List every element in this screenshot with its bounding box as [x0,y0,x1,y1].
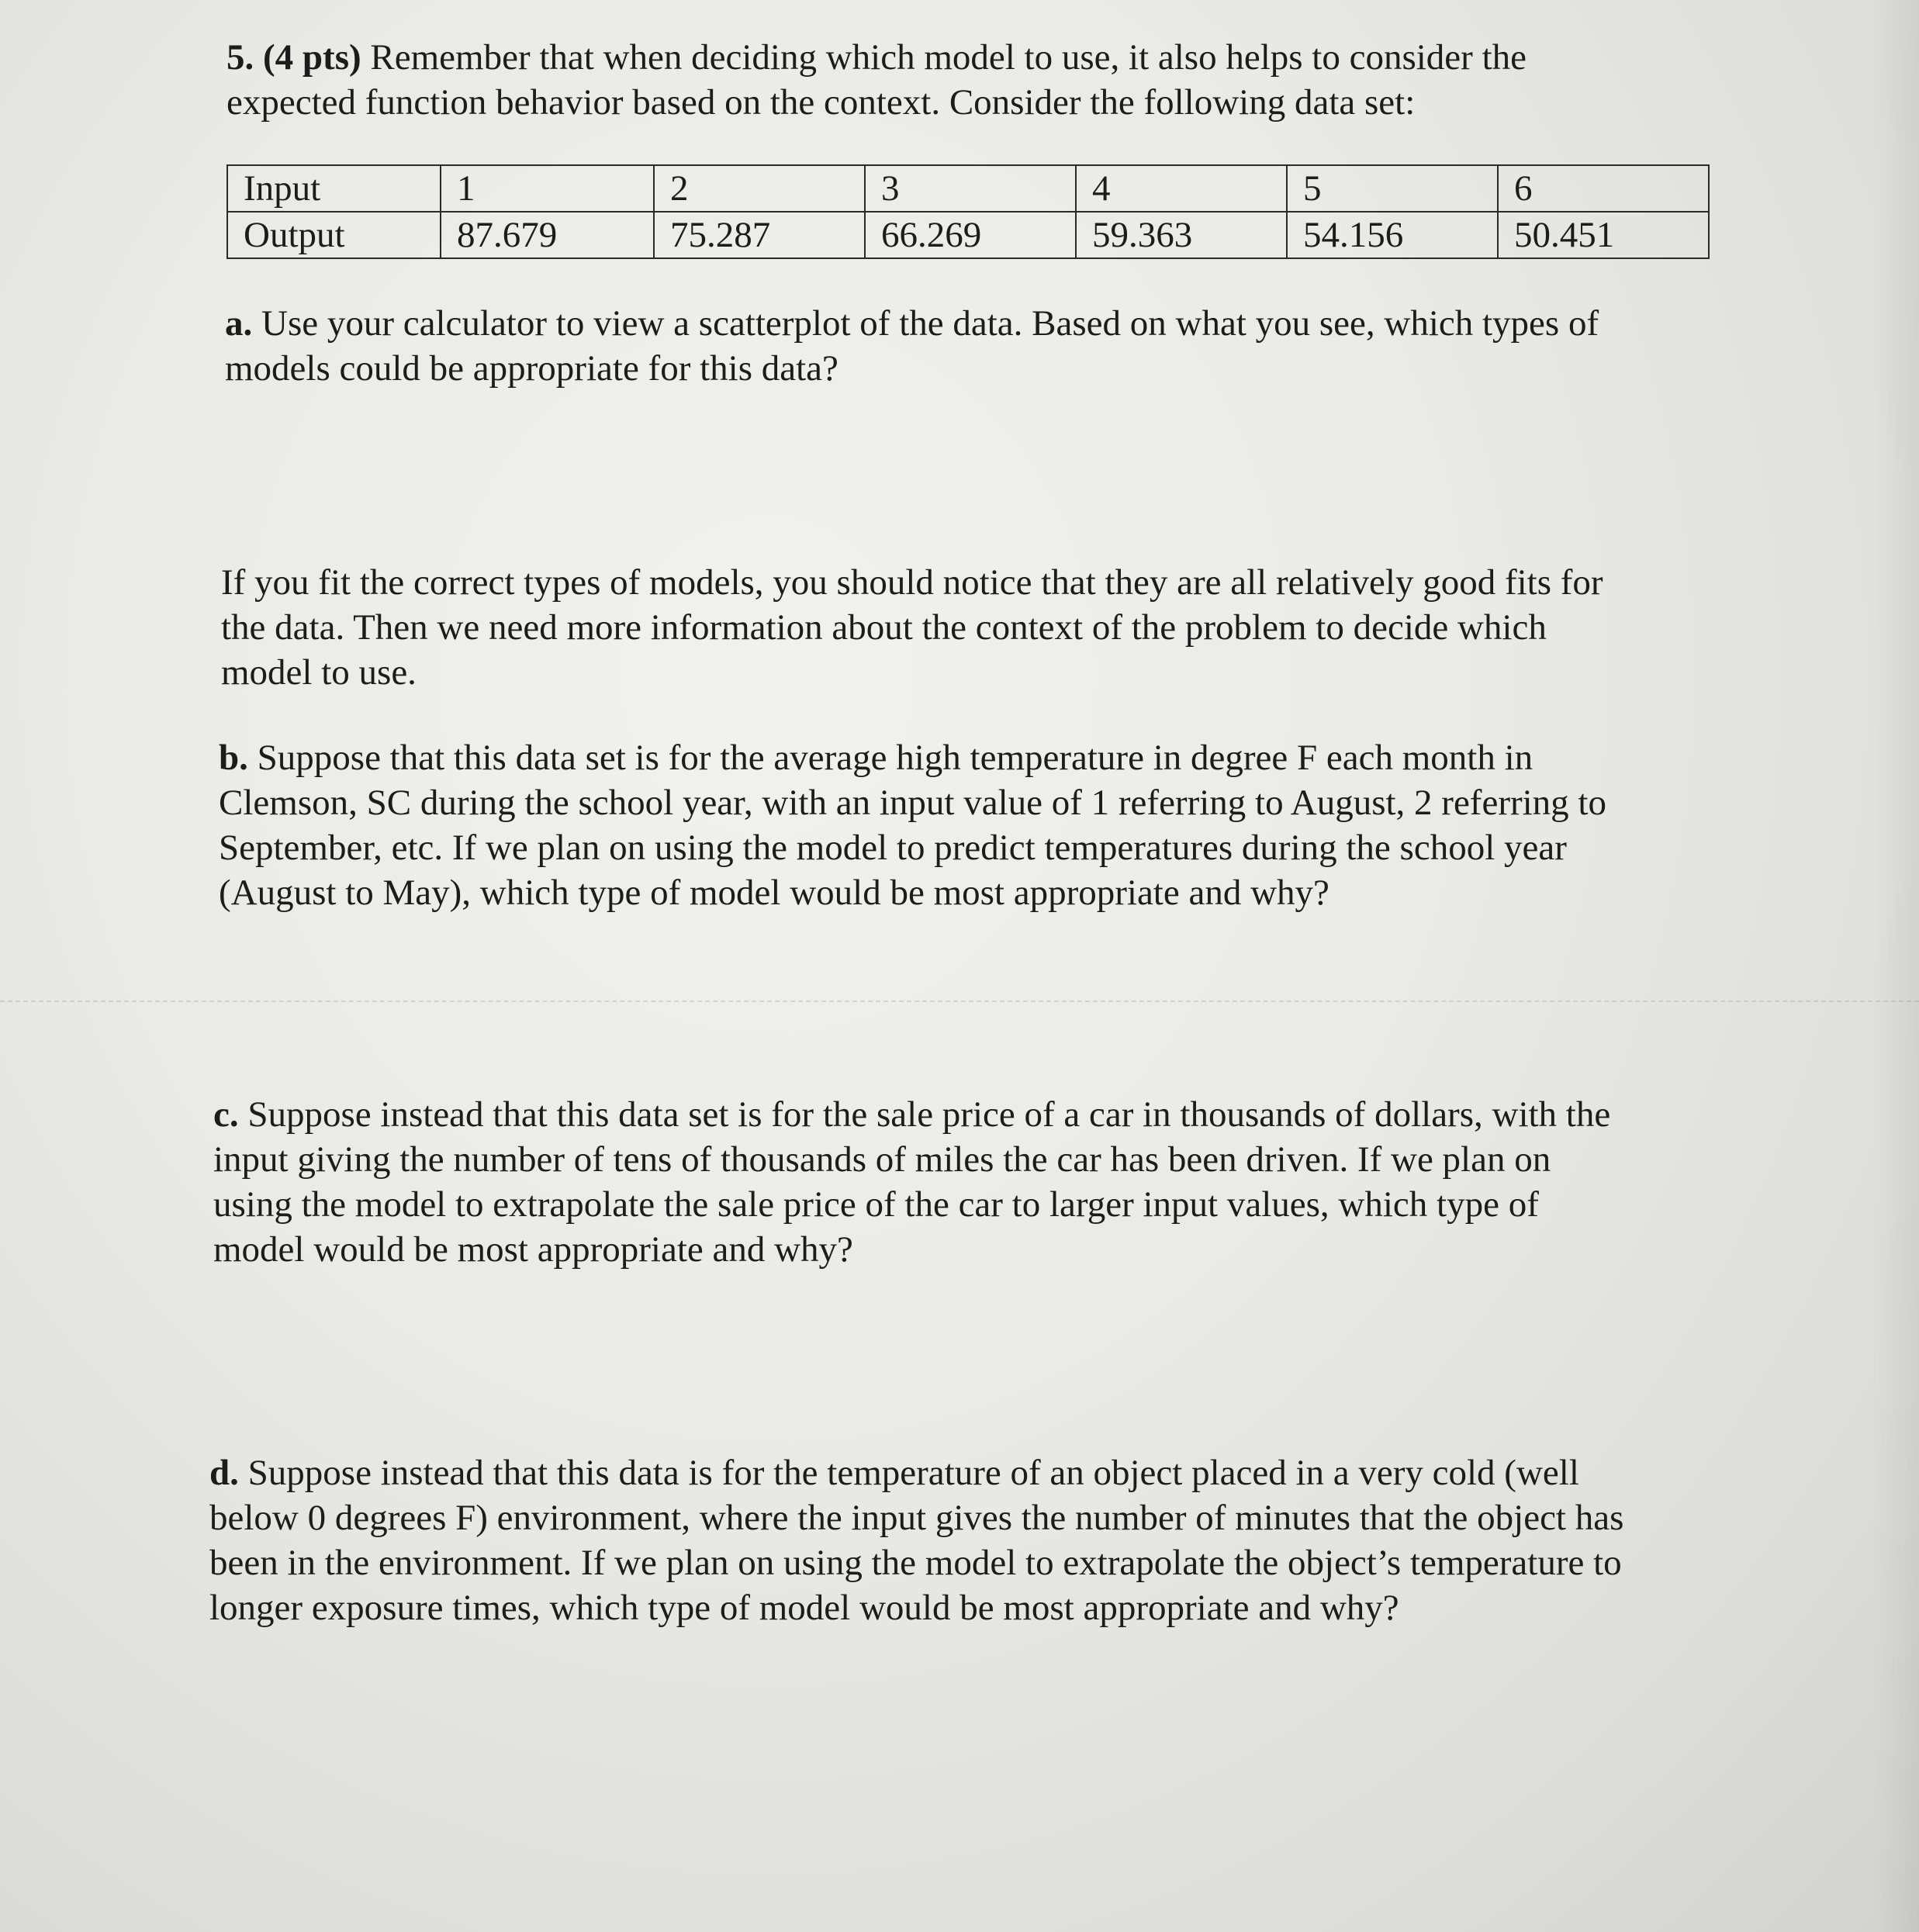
table-cell-output: 75.287 [654,212,865,258]
part-d-line-3: been in the environment. If we plan on using the model to extrapolate the object’s temperature to [209,1543,1622,1583]
part-b-line-3: September, etc. If we plan on using the model to predict temperatures during the school year [219,828,1567,868]
question-line-1 [226,35,1700,80]
table-cell-input: 3 [865,165,1076,212]
part-c-line-3: using the model to extrapolate the sale price of the car to larger input values, which type of [213,1184,1539,1225]
part-b [219,735,1716,915]
part-c-line-1 [213,1092,1734,1137]
part-d-line-1 [209,1450,1745,1495]
part-d [209,1450,1745,1630]
table-row-output [227,212,1709,258]
table-cell-input: 1 [441,165,654,212]
table-header-input: Input [227,165,441,212]
data-table [226,164,1710,259]
part-d-line-4: longer exposure times, which type of model would be most appropriate and why? [209,1588,1399,1628]
table-cell-output: 59.363 [1076,212,1287,258]
table-cell-input: 2 [654,165,865,212]
part-d-text-1: Suppose instead that this data is for the temperature of an object placed in a very cold (well [247,1453,1579,1493]
context-line-1: If you fit the correct types of models, you should notice that they are all relatively good fits for [221,562,1603,603]
question-text-1: Remember that when deciding which model to use, it also helps to consider the [370,37,1527,78]
question-number: 5. [226,37,254,78]
paper-fold-line [0,1001,1919,1002]
table-cell-output: 54.156 [1287,212,1498,258]
part-c-label: c. [213,1094,239,1135]
table-cell-input: 6 [1498,165,1709,212]
question-line-2: expected function behavior based on the context. Consider the following data set: [226,82,1416,123]
table-cell-output: 66.269 [865,212,1076,258]
part-c-line-4: model would be most appropriate and why? [213,1229,853,1270]
table-cell-input: 5 [1287,165,1498,212]
part-a-label: a. [225,303,253,344]
part-a [225,301,1699,391]
table-header-output: Output [227,212,441,258]
context-line-3: model to use. [221,652,417,693]
question-header [226,35,1700,125]
part-b-line-2: Clemson, SC during the school year, with an input value of 1 referring to August, 2 referring to [219,783,1606,823]
part-b-text-1: Suppose that this data set is for the average high temperature in degree F each month in [257,738,1533,778]
table-cell-output: 50.451 [1498,212,1709,258]
question-points: (4 pts) [263,37,361,78]
part-b-line-4: (August to May), which type of model would be most appropriate and why? [219,873,1329,913]
part-d-line-2: below 0 degrees F) environment, where the input gives the number of minutes that the object has [209,1498,1624,1538]
context-line-2: the data. Then we need more information about the context of the problem to decide which [221,607,1547,648]
context-note [221,560,1695,695]
part-a-line-1 [225,301,1699,346]
part-a-line-2: models could be appropriate for this data? [225,348,838,389]
part-c-line-2: input giving the number of tens of thousands of miles the car has been driven. If we plan on [213,1139,1551,1180]
part-a-text-1: Use your calculator to view a scatterplot of the data. Based on what you see, which types of [261,303,1599,344]
part-b-line-1 [219,735,1716,780]
part-b-label: b. [219,738,248,778]
table-cell-output: 87.679 [441,212,654,258]
table-row-input [227,165,1709,212]
table-cell-input: 4 [1076,165,1287,212]
part-c [213,1092,1734,1272]
part-d-label: d. [209,1453,239,1493]
page-edge-shadow [1872,0,1919,1932]
part-c-text-1: Suppose instead that this data set is for the sale price of a car in thousands of dollars, with the [247,1094,1611,1135]
